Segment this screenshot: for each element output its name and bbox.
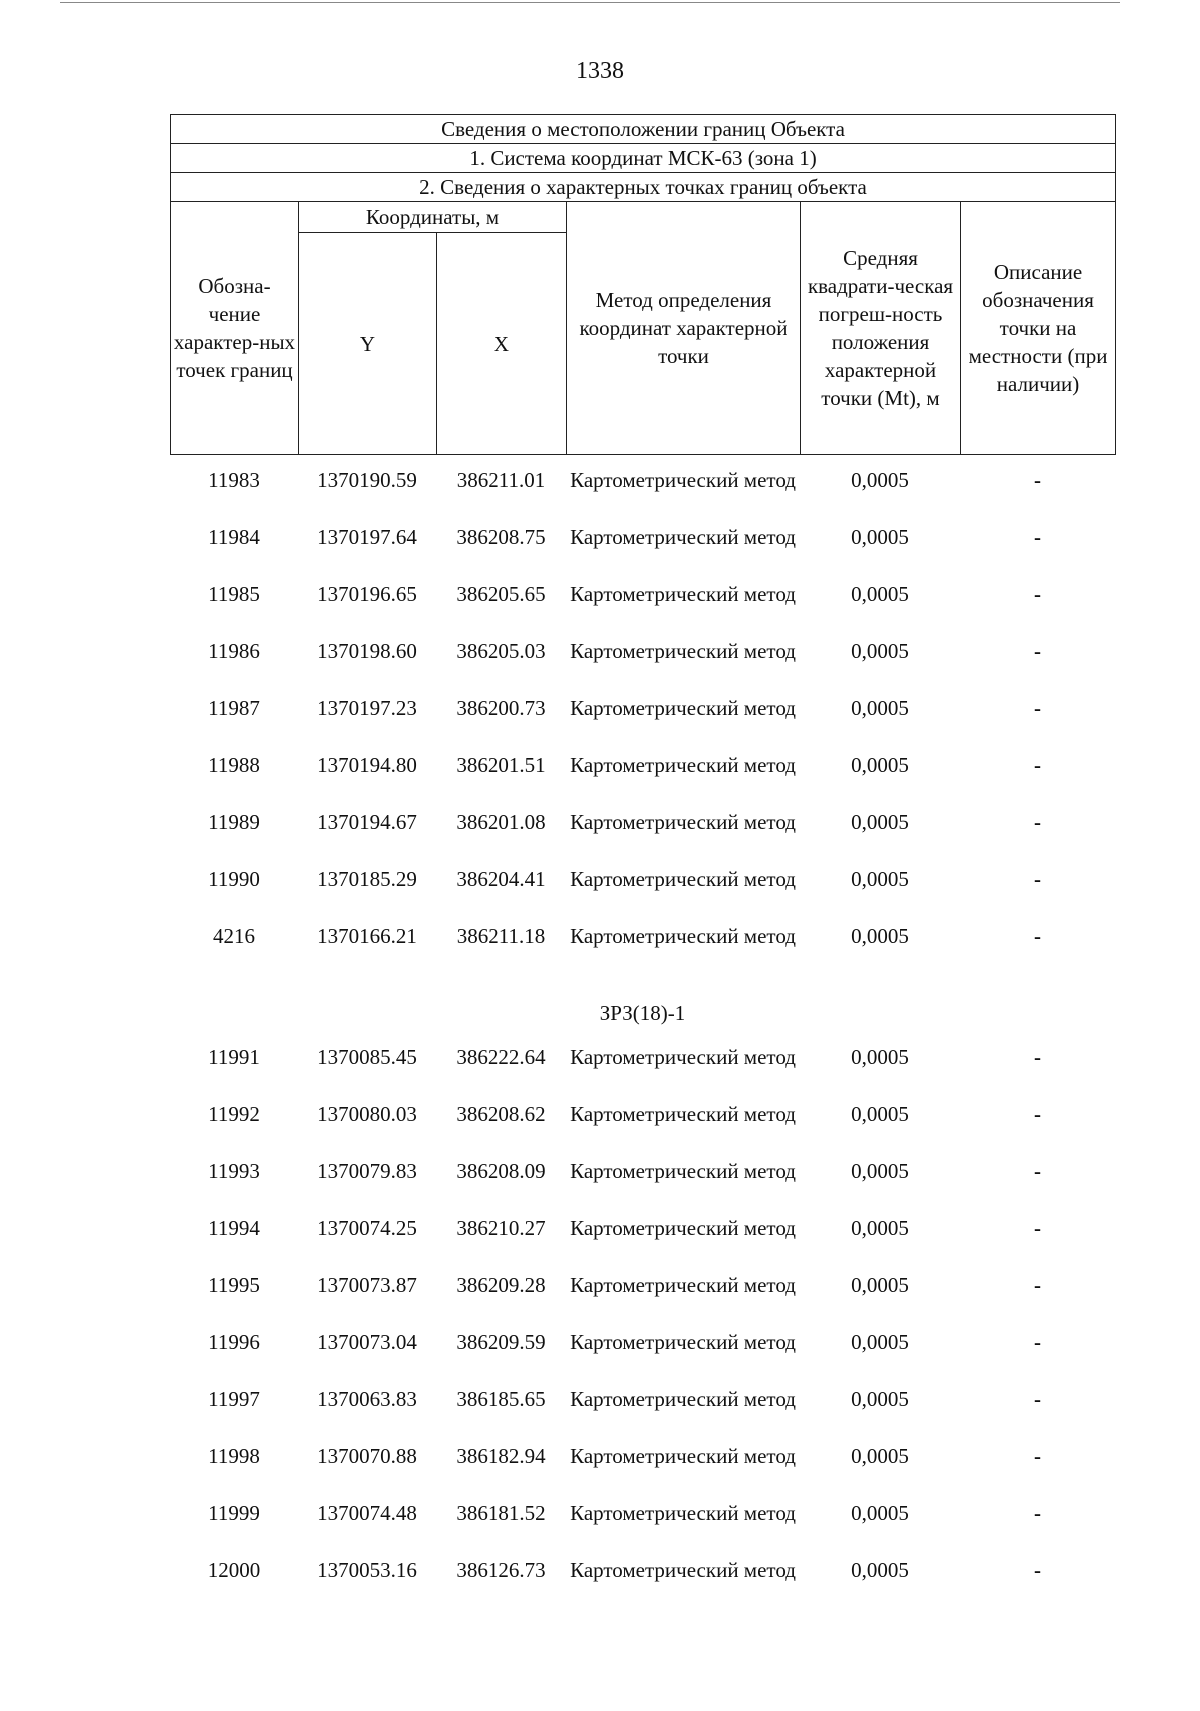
coord-y: 1370080.03 <box>317 1102 417 1126</box>
coord-x: 386182.94 <box>456 1444 546 1468</box>
point-id: 11987 <box>208 696 260 720</box>
coord-x: 386208.09 <box>456 1159 546 1183</box>
coord-y: 1370053.16 <box>317 1558 417 1582</box>
point-id: 4216 <box>213 924 255 948</box>
table-row <box>170 580 1115 637</box>
coord-x: 386205.65 <box>456 582 546 606</box>
method: Картометрический метод <box>570 924 796 948</box>
description: - <box>1034 1330 1041 1354</box>
rows-group-b <box>170 1043 1115 1613</box>
point-id: 11990 <box>208 867 260 891</box>
mean-error: 0,0005 <box>851 525 909 549</box>
method: Картометрический метод <box>570 1387 796 1411</box>
coord-y: 1370196.65 <box>317 582 417 606</box>
mean-error: 0,0005 <box>851 1159 909 1183</box>
method: Картометрический метод <box>570 582 796 606</box>
method: Картометрический метод <box>570 639 796 663</box>
coord-x: 386201.08 <box>456 810 546 834</box>
method: Картометрический метод <box>570 1045 796 1069</box>
mean-error: 0,0005 <box>851 1102 909 1126</box>
description: - <box>1034 1045 1041 1069</box>
col-y-header: Y <box>299 233 437 455</box>
zone-label: ЗРЗ(18)-1 <box>599 1001 686 1025</box>
coord-y: 1370063.83 <box>317 1387 417 1411</box>
description: - <box>1034 696 1041 720</box>
table-row <box>170 1100 1115 1157</box>
table-row <box>170 466 1115 523</box>
mean-error: 0,0005 <box>851 1273 909 1297</box>
coord-y: 1370194.80 <box>317 753 417 777</box>
col-x-header: X <box>437 233 567 455</box>
coord-x: 386181.52 <box>456 1501 546 1525</box>
mean-error: 0,0005 <box>851 639 909 663</box>
point-id: 11989 <box>208 810 260 834</box>
mean-error: 0,0005 <box>851 1501 909 1525</box>
description: - <box>1034 924 1041 948</box>
table-row <box>170 751 1115 808</box>
point-id: 11997 <box>208 1387 260 1411</box>
method: Картометрический метод <box>570 810 796 834</box>
coord-y: 1370185.29 <box>317 867 417 891</box>
coord-x: 386201.51 <box>456 753 546 777</box>
coord-y: 1370074.25 <box>317 1216 417 1240</box>
point-id: 11999 <box>208 1501 260 1525</box>
mean-error: 0,0005 <box>851 753 909 777</box>
description: - <box>1034 1501 1041 1525</box>
point-id: 12000 <box>207 1558 261 1582</box>
coord-y: 1370198.60 <box>317 639 417 663</box>
table-row <box>170 523 1115 580</box>
method: Картометрический метод <box>570 525 796 549</box>
table-row <box>170 1556 1115 1613</box>
method: Картометрический метод <box>570 867 796 891</box>
table-row <box>170 808 1115 865</box>
description: - <box>1034 1444 1041 1468</box>
col-desc-header: Описание обозначения точки на местности (при наличии) <box>961 202 1116 455</box>
method: Картометрический метод <box>570 1558 796 1582</box>
point-id: 11992 <box>208 1102 260 1126</box>
description: - <box>1034 1387 1041 1411</box>
mean-error: 0,0005 <box>851 582 909 606</box>
method: Картометрический метод <box>570 753 796 777</box>
mean-error: 0,0005 <box>851 1387 909 1411</box>
method: Картометрический метод <box>570 696 796 720</box>
table-row <box>170 694 1115 751</box>
description: - <box>1034 582 1041 606</box>
coord-y: 1370190.59 <box>317 468 417 492</box>
description: - <box>1034 810 1041 834</box>
point-id: 11993 <box>208 1159 260 1183</box>
point-id: 11995 <box>208 1273 260 1297</box>
coord-x: 386209.59 <box>456 1330 546 1354</box>
point-id: 11983 <box>208 468 260 492</box>
table-row <box>170 637 1115 694</box>
coord-x: 386222.64 <box>456 1045 546 1069</box>
method: Картометрический метод <box>570 1216 796 1240</box>
coord-x: 386185.65 <box>456 1387 546 1411</box>
coord-x: 386204.41 <box>456 867 546 891</box>
coord-y: 1370079.83 <box>317 1159 417 1183</box>
coord-x: 386126.73 <box>456 1558 546 1582</box>
coord-y: 1370073.87 <box>317 1273 417 1297</box>
mean-error: 0,0005 <box>851 810 909 834</box>
point-id: 11988 <box>208 753 260 777</box>
rows-group-a <box>170 466 1115 979</box>
point-id: 11986 <box>208 639 260 663</box>
mean-error: 0,0005 <box>851 1444 909 1468</box>
coord-x: 386208.75 <box>456 525 546 549</box>
description: - <box>1034 1558 1041 1582</box>
table-row <box>170 1271 1115 1328</box>
description: - <box>1034 468 1041 492</box>
coord-x: 386211.01 <box>456 468 546 492</box>
method: Картометрический метод <box>570 1444 796 1468</box>
description: - <box>1034 525 1041 549</box>
coord-y: 1370197.23 <box>317 696 417 720</box>
col-method-header: Метод определения координат характерной точки <box>567 202 801 455</box>
table-row <box>170 1214 1115 1271</box>
mean-error: 0,0005 <box>851 867 909 891</box>
table-row <box>170 1157 1115 1214</box>
table-row <box>170 1385 1115 1442</box>
table-row <box>170 865 1115 922</box>
mean-error: 0,0005 <box>851 1045 909 1069</box>
description: - <box>1034 1216 1041 1240</box>
table-row <box>170 1442 1115 1499</box>
point-id: 11985 <box>208 582 260 606</box>
coord-y: 1370194.67 <box>317 810 417 834</box>
coord-y: 1370070.88 <box>317 1444 417 1468</box>
col-point-header: Обозна-чение характер-ных точек границ <box>171 202 299 455</box>
coord-y: 1370166.21 <box>317 924 417 948</box>
table-row <box>170 1499 1115 1556</box>
mean-error: 0,0005 <box>851 1216 909 1240</box>
point-id: 11991 <box>208 1045 260 1069</box>
col-error-header: Средняя квадрати-ческая погреш-ность положения характерной точки (Mt), м <box>801 202 961 455</box>
col-coords-header: Координаты, м <box>299 202 567 233</box>
method: Картометрический метод <box>570 1273 796 1297</box>
coord-x: 386200.73 <box>456 696 546 720</box>
mean-error: 0,0005 <box>851 696 909 720</box>
description: - <box>1034 639 1041 663</box>
coord-x: 386210.27 <box>456 1216 546 1240</box>
mean-error: 0,0005 <box>851 1558 909 1582</box>
mean-error: 0,0005 <box>851 1330 909 1354</box>
method: Картометрический метод <box>570 1102 796 1126</box>
coord-x: 386211.18 <box>456 924 546 948</box>
section-heading: 2. Сведения о характерных точках границ объекта <box>171 173 1116 202</box>
description: - <box>1034 1159 1041 1183</box>
description: - <box>1034 753 1041 777</box>
method: Картометрический метод <box>570 1501 796 1525</box>
boundary-table-header <box>170 114 1116 455</box>
boundary-points-body <box>170 466 1115 1613</box>
coord-x: 386209.28 <box>456 1273 546 1297</box>
point-id: 11998 <box>208 1444 260 1468</box>
table-row <box>170 922 1115 979</box>
method: Картометрический метод <box>570 1330 796 1354</box>
page-number: 1338 <box>576 58 624 84</box>
method: Картометрический метод <box>570 1159 796 1183</box>
coord-y: 1370073.04 <box>317 1330 417 1354</box>
description: - <box>1034 1273 1041 1297</box>
table-row <box>170 1328 1115 1385</box>
coord-y: 1370074.48 <box>317 1501 417 1525</box>
point-id: 11996 <box>208 1330 260 1354</box>
coord-y: 1370197.64 <box>317 525 417 549</box>
description: - <box>1034 867 1041 891</box>
table-row <box>170 1043 1115 1100</box>
point-id: 11984 <box>208 525 260 549</box>
table-title: Сведения о местоположении границ Объекта <box>171 115 1116 144</box>
coordinate-system: 1. Система координат МСК-63 (зона 1) <box>171 144 1116 173</box>
point-id: 11994 <box>208 1216 260 1240</box>
mean-error: 0,0005 <box>851 924 909 948</box>
mean-error: 0,0005 <box>851 468 909 492</box>
method: Картометрический метод <box>570 468 796 492</box>
coord-y: 1370085.45 <box>317 1045 417 1069</box>
page-top-rule <box>60 2 1120 3</box>
coord-x: 386208.62 <box>456 1102 546 1126</box>
coord-x: 386205.03 <box>456 639 546 663</box>
description: - <box>1034 1102 1041 1126</box>
